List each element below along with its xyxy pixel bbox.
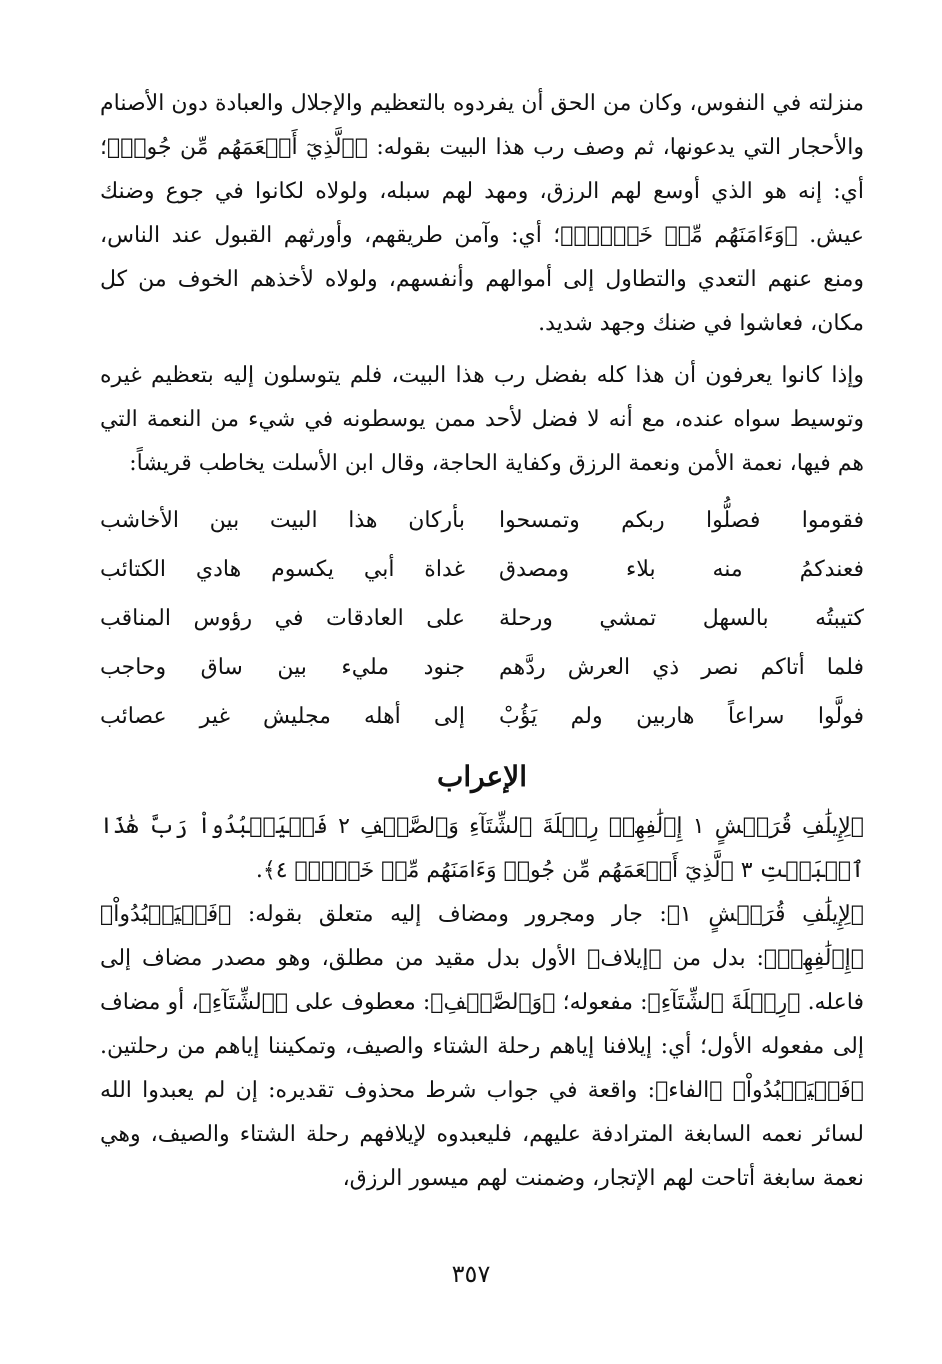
verse-second-hemistich: جنود مليء بين ساق وحاجب [100, 655, 465, 680]
verse-line [100, 643, 864, 692]
verse-first-hemistich: فلما أتاكم نصر ذي العرش ردَّهم [499, 655, 864, 680]
verse-second-hemistich: على العادقات في رؤوس المناقب [100, 606, 465, 631]
verse-second-hemistich: غداة أبي يكسوم هادي الكتائب [100, 557, 465, 582]
verse-second-hemistich: بأركان هذا البيت بين الأخاشب [100, 508, 465, 533]
verse-line [100, 594, 864, 643]
verse-line [100, 545, 864, 594]
page-number: ٣٥٧ [451, 1260, 491, 1288]
paragraph-3: ﴿لِإِيلَٰفِ قُرَيۡشٍ ١﴾: جار ومجرور ومضاف إليه متعلق بقوله: ﴿فَلۡيَعۡبُدُواْ﴾ ﴿إِۦلَٰفِهِمۡ﴾: بدل من ﴿إيلاف﴾ الأول بدل مقيد من مطلق، وهو مصدر مضاف إلى فاعله. ﴿رِحۡلَةَ ٱلشِّتَآءِ﴾: مفعوله؛ ﴿وَٱلصَّيۡفِ﴾: معطوف على ﴿ٱلشِّتَآءِ﴾، أو مضاف إلى مفعوله الأول؛ أي: إيلافنا إياهم رحلة الشتاء والصيف، وتمكيننا إياهم من رحلتين. ﴿فَلۡيَعۡبُدُواْ﴾ ﴿الفاء﴾: واقعة في جواب شرط محذوف تقديره: إن لم يعبدوا الله لسائر نعمه السابغة المترادفة عليهم، فليعبدوه لإيلافهم رحلة الشتاء والصيف، وهي نعمة سابغة أتاحت لهم الإتجار، وضمنت لهم ميسور الرزق، [100, 902, 864, 1191]
verse-line [100, 692, 864, 741]
verse-first-hemistich: فعندكمُ منه بلاء ومصدق [499, 557, 864, 582]
paragraph-2: وإذا كانوا يعرفون أن هذا كله بفضل رب هذا البيت، فلم يتوسلون إليه بتعظيم غيره وتوسيط سواه عنده، مع أنه لا فضل لأحد ممن يوسطونه في شيء من النعمة التي هم فيها، نعمة الأمن ونعمة الرزق وكفاية الحاجة، وقال ابن الأسلت يخاطب قريشاً: [100, 363, 864, 476]
quran-verses: ﴿لِإِيلَٰفِ قُرَيۡشٍ ١ إِۦلَٰفِهِمۡ رِحۡلَةَ ٱلشِّتَآءِ وَٱلصَّيۡفِ ٢ فَلۡيَعۡبُدُواْ رَبَّ هَٰذَا ٱلۡبَيۡتِ ٣ ٱلَّذِيٓ أَطۡعَمَهُم مِّن جُوعٖ وَءَامَنَهُم مِّنۡ خَوۡفِۭ ٤﴾. [100, 814, 864, 883]
verse-first-hemistich: فقوموا فصلُّوا ربكم وتمسحوا [499, 508, 864, 533]
poem [100, 496, 864, 741]
verse-first-hemistich: فولَّوا سراعاً هاربين ولم يَؤُبْ [499, 704, 864, 729]
verse-first-hemistich: كتيبتُه بالسهل تمشي ورحلة [499, 606, 864, 631]
verse-second-hemistich: إلى أهله مجليش غير عصائب [100, 704, 465, 729]
section-heading: الإعراب [436, 760, 528, 793]
verse-line [100, 496, 864, 545]
paragraph-1: منزلته في النفوس، وكان من الحق أن يفردوه بالتعظيم والإجلال والعبادة دون الأصنام والأحجار التي يدعونها، ثم وصف رب هذا البيت بقوله: ﴿ٱلَّذِيٓ أَطۡعَمَهُم مِّن جُوعٖ﴾؛ أي: إنه هو الذي أوسع لهم الرزق، ومهد لهم سبله، ولولاه لكانوا في جوع وضنك عيش. ﴿وَءَامَنَهُم مِّنۡ خَوۡفِۭ﴾؛ أي: وآمن طريقهم، وأورثهم القبول عند الناس، ومنع عنهم التعدي والتطاول إلى أموالهم وأنفسهم، ولولاه لأخذهم الخوف من كل مكان، فعاشوا في ضنك وجهد شديد. [100, 91, 864, 336]
